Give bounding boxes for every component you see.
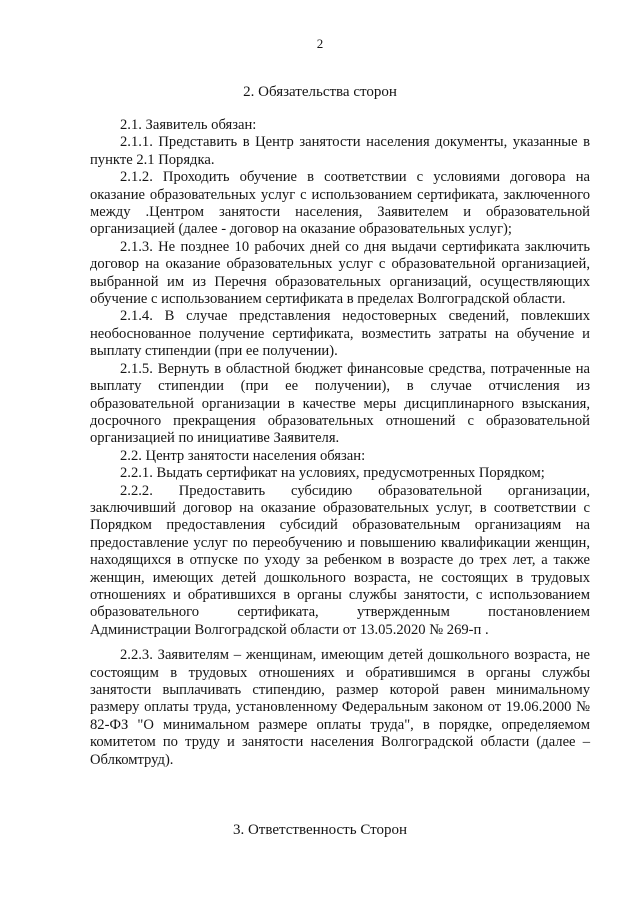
section-3-title: 3. Ответственность Сторон [232,822,408,838]
clause-2-2: 2.2. Центр занятости населения обязан: [120,447,366,464]
clause-2-1-2: 2.1.2. Проходить обучение в соответствии с условиями договора на оказание образовательных услуг с использованием сертификата, заключенного между .Центром занятости населения, Заявителем и образовательной организацией (далее - договор на оказание образовательных услуг); [90,169,590,238]
clause-2-2-3: 2.2.3. Заявителям – женщинам, имеющим детей дошкольного возраста, не состоящим в трудовых отношениях и обратившимся в органы службы занятости выплачивать стипендию, размер которой равен минимальному размеру оплаты труда, установленному Федеральным законом от 19.06.2000 № 82-ФЗ "О минимальном размере оплаты труда", в порядке, определяемом комитетом по труду и занятости населения Волгоградской области (далее – Облкомтруд). [90,647,590,768]
clause-2-1: 2.1. Заявитель обязан: [120,117,257,133]
page-number: 2 [316,36,324,51]
clause-2-1-5: 2.1.5. Вернуть в областной бюджет финансовые средства, потраченные на выплату стипендии (при ее получении), в случае отчисления из образовательной организации в качестве меры дисциплинарного взыскания, досрочного прекращения образовательных отношений с образовательной организацией по инициативе Заявителя. [90,360,590,447]
clause-2-1-3: 2.1.3. Не позднее 10 рабочих дней со дня выдачи сертификата заключить договор на оказание образовательных услуг с образовательной организацией, выбранной им из Перечня образовательных организаций, осуществляющих обучение с использованием сертификата в пределах Волгоградской области. [90,238,590,308]
clause-2-1-4: 2.1.4. В случае представления недостоверных сведений, повлекших необоснованное получение сертификата, возместить затраты на обучение и выплату стипендии (при ее получении). [90,308,590,360]
section-2-title: 2. Обязательства сторон [243,84,397,100]
clause-2-1-1: 2.1.1. Представить в Центр занятости населения документы, указанные в пункте 2.1 Порядка. [90,134,590,168]
section-2-body [90,117,590,769]
clause-2-2-1: 2.2.1. Выдать сертификат на условиях, предусмотренных Порядком; [120,465,545,482]
clause-2-2-2: 2.2.2. Предоставить субсидию образовательной организации, заключивший договор на оказание образовательных услуг, в соответствии с Порядком предоставления субсидий образовательным организациям на предоставление услуг по переобучению и повышению квалификации женщин, находящихся в отпуске по уходу за ребенком в возрасте до трех лет, а также женщин, имеющих детей дошкольного возраста, не состоящих в трудовых отношениях и обратившихся в органы службы занятости, с использованием образовательного сертификата, утвержденным постановлением Администрации Волгоградской области от 13.05.2020 № 269-п . [90,482,590,638]
